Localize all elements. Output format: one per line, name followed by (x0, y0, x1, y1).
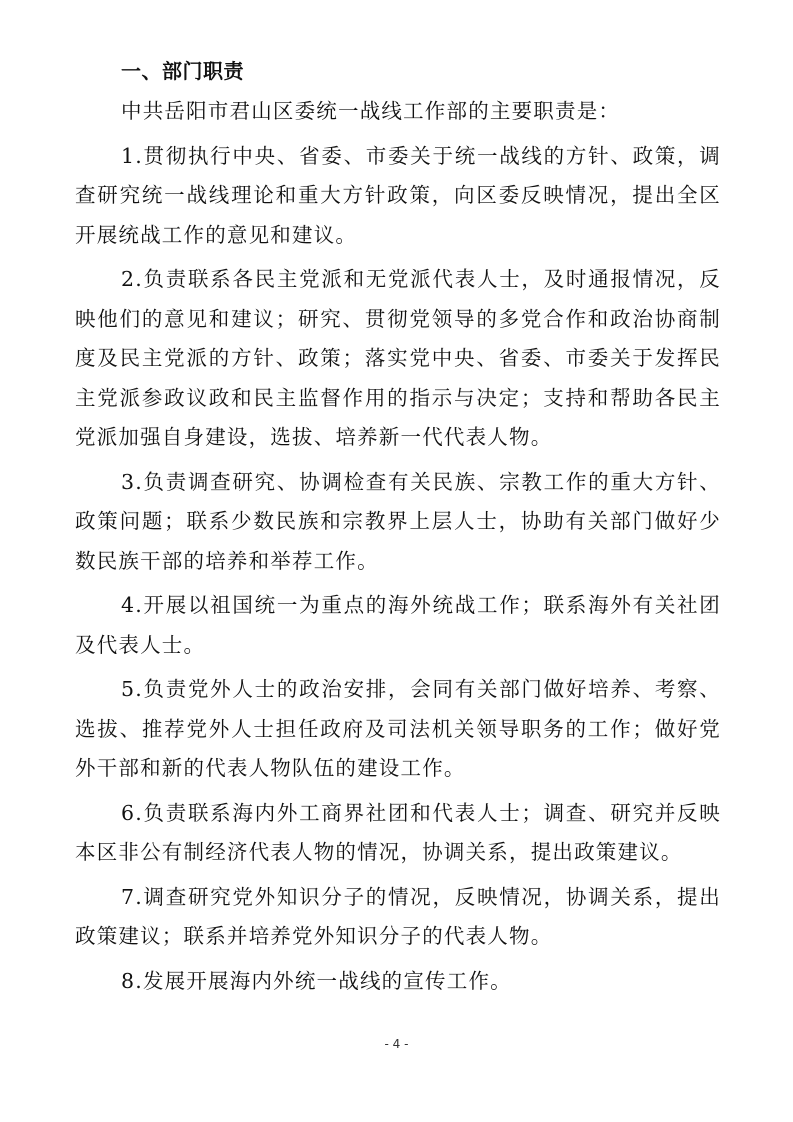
duty-paragraph-6: 6.负责联系海内外工商界社团和代表人士；调查、研究并反映本区非公有制经济代表人物的情况，协调关系，提出政策建议。 (75, 800, 721, 864)
duty-paragraph-1: 1.贯彻执行中央、省委、市委关于统一战线的方针、政策，调查研究统一战线理论和重大方针政策，向区委反映情况，提出全区开展统战工作的意见和建议。 (75, 143, 721, 247)
duty-paragraph-3: 3.负责调查研究、协调检查有关民族、宗教工作的重大方针、政策问题；联系少数民族和宗教界上层人士，协助有关部门做好少数民族干部的培养和举荐工作。 (75, 469, 721, 573)
section-title: 一、部门职责 (121, 59, 244, 83)
duties-body (75, 92, 721, 1006)
duty-paragraph-8: 8.发展开展海内外统一战线的宣传工作。 (121, 968, 512, 993)
duty-paragraph-2: 2.负责联系各民主党派和无党派代表人士，及时通报情况，反映他们的意见和建议；研究、贯彻党领导的多党合作和政治协商制度及民主党派的方针、政策；落实党中央、省委、市委关于发挥民主党派参政议政和民主监督作用的指示与决定；支持和帮助各民主党派加强自身建设，选拔、培养新一代代表人物。 (75, 267, 721, 449)
duty-paragraph-5: 5.负责党外人士的政治安排，会同有关部门做好培养、考察、选拔、推荐党外人士担任政府及司法机关领导职务的工作；做好党外干部和新的代表人物队伍的建设工作。 (75, 677, 721, 780)
intro-paragraph: 中共岳阳市君山区委统一战线工作部的主要职责是： (121, 99, 621, 123)
duty-paragraph-7: 7.调查研究党外知识分子的情况，反映情况，协调关系，提出政策建议；联系并培养党外知识分子的代表人物。 (75, 884, 721, 948)
duty-paragraph-4: 4.开展以祖国统一为重点的海外统战工作；联系海外有关社团及代表人士。 (75, 593, 721, 657)
page-number: - 4 - (384, 1037, 409, 1051)
